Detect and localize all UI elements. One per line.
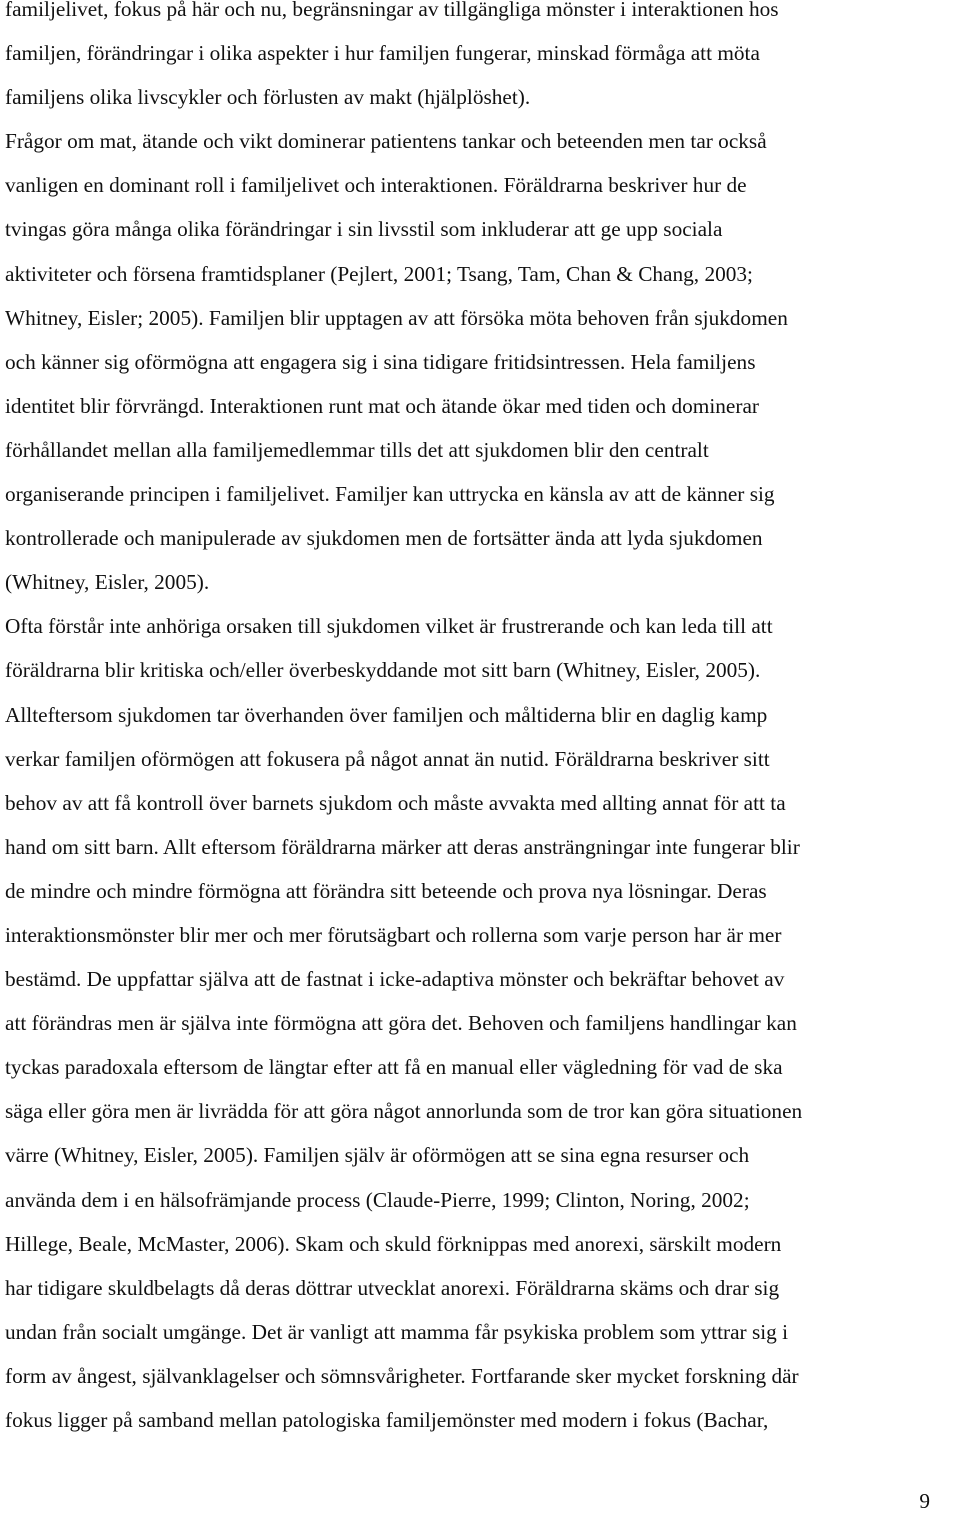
- text-line: familjen, förändringar i olika aspekter i hur familjen fungerar, minskad förmåga att möta: [5, 41, 760, 66]
- text-line: Frågor om mat, ätande och vikt dominerar patientens tankar och beteenden men tar också: [5, 129, 767, 154]
- text-line: identitet blir förvrängd. Interaktionen runt mat och ätande ökar med tiden och dominerar: [5, 393, 760, 418]
- text-line: bestämd. De uppfattar själva att de fastnat i icke-adaptiva mönster och bekräftar behovet av: [5, 967, 785, 992]
- text-line: värre (Whitney, Eisler, 2005). Familjen själv är oförmögen att se sina egna resurser och: [5, 1143, 750, 1168]
- text-line: och känner sig oförmögna att engagera sig i sina tidigare fritidsintressen. Hela familjens: [5, 349, 756, 374]
- text-line: interaktionsmönster blir mer och mer förutsägbart och rollerna som varje person har är mer: [5, 922, 782, 947]
- text-line: tyckas paradoxala eftersom de längtar efter att få en manual eller vägledning för vad de ska: [5, 1055, 783, 1080]
- text-line: Whitney, Eisler; 2005). Familjen blir upptagen av att försöka möta behoven från sjukdomen: [5, 305, 788, 330]
- text-line: använda dem i en hälsofrämjande process (Claude-Pierre, 1999; Clinton, Noring, 2002;: [5, 1187, 750, 1212]
- text-line: fokus ligger på samband mellan patologiska familjemönster med modern i fokus (Bachar,: [5, 1408, 769, 1432]
- text-line: har tidigare skuldbelagts då deras döttrar utvecklat anorexi. Föräldrarna skäms och drar sig: [5, 1275, 780, 1300]
- text-line: kontrollerade och manipulerade av sjukdomen men de fortsätter ända att lyda sjukdomen: [5, 526, 763, 551]
- text-line: Ofta förstår inte anhöriga orsaken till sjukdomen vilket är frustrerande och kan leda till att: [5, 614, 773, 639]
- text-line: att förändras men är själva inte förmögna att göra det. Behoven och familjens handlingar kan: [5, 1011, 797, 1036]
- text-line: tvingas göra många olika förändringar i sin livsstil som inkluderar att ge upp sociala: [5, 217, 723, 242]
- text-line: (Whitney, Eisler, 2005).: [5, 570, 210, 595]
- text-line: föräldrarna blir kritiska och/eller överbeskyddande mot sitt barn (Whitney, Eisler, 2005).: [5, 658, 761, 683]
- text-line: verkar familjen oförmögen att fokusera på något annat än nutid. Föräldrarna beskriver sitt: [5, 746, 770, 771]
- text-line: Allteftersom sjukdomen tar överhanden över familjen och måltiderna blir en daglig kamp: [5, 702, 768, 727]
- text-line: undan från socialt umgänge. Det är vanligt att mamma får psykiska problem som yttrar sig i: [5, 1319, 789, 1344]
- text-line: form av ångest, självanklagelser och sömnsvårigheter. Fortfarande sker mycket forskning där: [5, 1363, 799, 1388]
- text-line: hand om sitt barn. Allt eftersom föräldrarna märker att deras ansträngningar inte fungerar blir: [5, 834, 800, 859]
- text-line: Hillege, Beale, McMaster, 2006). Skam och skuld förknippas med anorexi, särskilt modern: [5, 1231, 782, 1256]
- page-number: 9: [919, 1489, 930, 1513]
- text-line: familjens olika livscykler och förlusten av makt (hjälplöshet).: [5, 85, 531, 110]
- text-line: organiserande principen i familjelivet. Familjer kan uttrycka en känsla av att de känner sig: [5, 482, 775, 507]
- text-line: aktiviteter och försena framtidsplaner (Pejlert, 2001; Tsang, Tam, Chan & Chang, 2003;: [5, 261, 753, 286]
- text-line: behov av att få kontroll över barnets sjukdom och måste avvakta med allting annat för att ta: [5, 790, 786, 815]
- text-line: de mindre och mindre förmögna att förändra sitt beteende och prova nya lösningar. Deras: [5, 878, 767, 903]
- text-line: förhållandet mellan alla familjemedlemmar tills det att sjukdomen blir den centralt: [5, 437, 709, 462]
- text-line: vanligen en dominant roll i familjelivet och interaktionen. Föräldrarna beskriver hur de: [5, 173, 747, 198]
- text-line: familjelivet, fokus på här och nu, begränsningar av tillgängliga mönster i interaktionen hos: [5, 0, 779, 21]
- text-line: säga eller göra men är livrädda för att göra något annorlunda som de tror kan göra situationen: [5, 1099, 803, 1124]
